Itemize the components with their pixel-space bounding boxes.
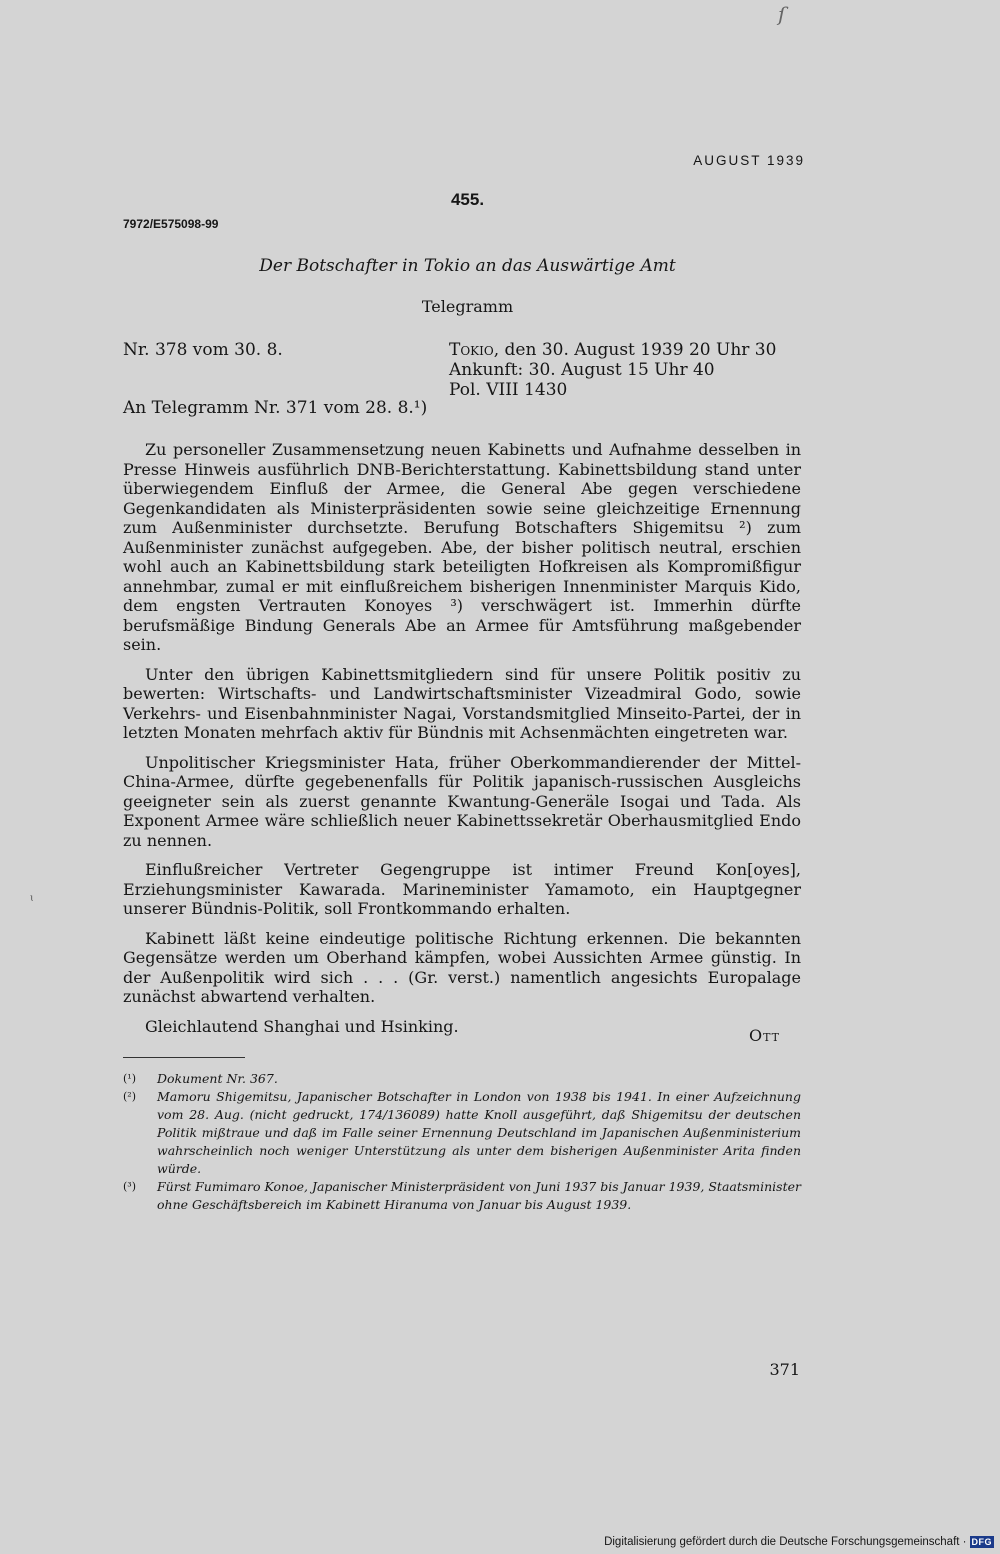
telegram-dispatch-info [449,340,776,400]
telegram-number: Nr. 378 vom 30. 8. [123,340,283,360]
body-paragraph: Kabinett läßt keine eindeutige politische Richtung erkennen. Die bekannten Gegensätze werden um Oberhand kämpfen, wobei Aussichten Armee günstig. In der Außenpolitik wird sich . . . (Gr. verst.) namentlich angesichts Europalage zunächst abwartend verhalten. [123,928,801,1006]
footnote-number: (³) [123,1180,136,1193]
telegram-body [123,440,801,1036]
document-number: 455. [450,190,485,209]
pol-reference: Pol. VIII 1430 [449,380,568,400]
dispatch-date-time: , den 30. August 1939 20 Uhr 30 [493,340,777,360]
digitization-credit [604,1536,994,1548]
page-number: 371 [769,1360,800,1379]
arrival-line: Ankunft: 30. August 15 Uhr 40 [449,360,715,380]
signature: Ott [749,1026,780,1045]
dfg-logo-icon: DFG [971,1537,992,1547]
body-paragraph: Gleichlautend Shanghai und Hsinking. [145,1016,459,1036]
footnote-divider [123,1057,245,1058]
margin-mark: ɩ [30,893,34,904]
footnote [123,1070,801,1088]
archive-reference: 7972/E575098-99 [123,217,219,231]
footnotes [123,1070,801,1214]
body-paragraph: Unpolitischer Kriegsminister Hata, früher Oberkommandierender der Mittel-China-Armee, dürfte gegebenenfalls für Politik japanisch-russischen Ausgleichs geeigneter sein als zuerst genannte Kwantung-Generäle Isogai und Tada. Als Exponent Armee wäre schließlich neuer Kabinettssekretär Oberhausmitglied Endo zu nennen. [123,752,801,850]
footnote-text: Dokument Nr. 367. [157,1071,278,1086]
footnote [123,1178,801,1214]
footnote-text: Fürst Fumimaro Konoe, Japanischer Ministerpräsident von Juni 1937 bis Januar 1939, Staatsminister ohne Geschäftsbereich im Kabinett Hiranuma von Januar bis August 1939. [157,1179,801,1212]
document-type: Telegramm [421,297,514,316]
footnote-number: (¹) [123,1072,136,1085]
dispatch-line [449,340,776,360]
credit-text: Digitalisierung gefördert durch die Deutsche Forschungsgemeinschaft · [604,1536,967,1548]
telegram-reference: An Telegramm Nr. 371 vom 28. 8.¹) [123,398,428,418]
body-paragraph: Zu personeller Zusammensetzung neuen Kabinetts und Aufnahme desselben in Presse Hinweis ausführlich DNB-Berichterstattung. Kabinettsbildung stand unter überwiegendem Einfluß der Armee, die General Abe gegen verschiedene Gegenkandidaten als Ministerpräsidenten sowie seine gleichzeitige Ernennung zum Außenminister durchsetzte. Berufung Botschafters Shigemitsu ²) zum Außenminister zunächst aufgegeben. Abe, der bisher politisch neutral, erschien wohl auch an Kabinettsbildung stark beteiligten Hofkreisen als Kompromißfigur annehmbar, zumal er mit einflußreichem bisherigen Innenminister Marquis Kido, dem engsten Vertrauten Konoyes ³) verschwägert ist. Immerhin dürfte berufsmäßige Bindung Generals Abe an Armee für Amtsführung maßgebender sein. [123,440,801,654]
body-paragraph: Einflußreicher Vertreter Gegengruppe ist intimer Freund Kon[oyes], Erziehungsminister Kawarada. Marineminister Yamamoto, ein Hauptgegner unserer Bündnis-Politik, soll Frontkommando erhalten. [123,860,801,918]
running-header: AUGUST 1939 [693,153,805,168]
document-headline: Der Botschafter in Tokio an das Auswärtige Amt [259,256,676,276]
body-paragraph: Unter den übrigen Kabinettsmitgliedern sind für unsere Politik positiv zu bewerten: Wirtschafts- und Landwirtschaftsminister Vizeadmiral Godo, sowie Verkehrs- und Eisenbahnminister Nagai, Vorstandsmitglied Minseito-Partei, der in letzten Monaten mehrfach aktiv für Bündnis mit Achsenmächten eingetreten war. [123,664,801,742]
footnote [123,1088,801,1178]
dispatch-place: Tokio [449,340,494,360]
footnote-number: (²) [123,1090,136,1103]
footnote-text: Mamoru Shigemitsu, Japanischer Botschafter in London von 1938 bis 1941. In einer Aufzeichnung vom 28. Aug. (nicht gedruckt, 174/136089) hatte Knoll ausgeführt, daß Shigemitsu der deutschen Politik mißtraue und daß im Falle seiner Ernennung Deutschland im Japanischen Außenministerium wahrscheinlich noch weniger Unterstützung als unter dem bisherigen Außenminister Arita finden würde. [157,1089,801,1176]
pencil-mark: ſ [778,2,786,26]
